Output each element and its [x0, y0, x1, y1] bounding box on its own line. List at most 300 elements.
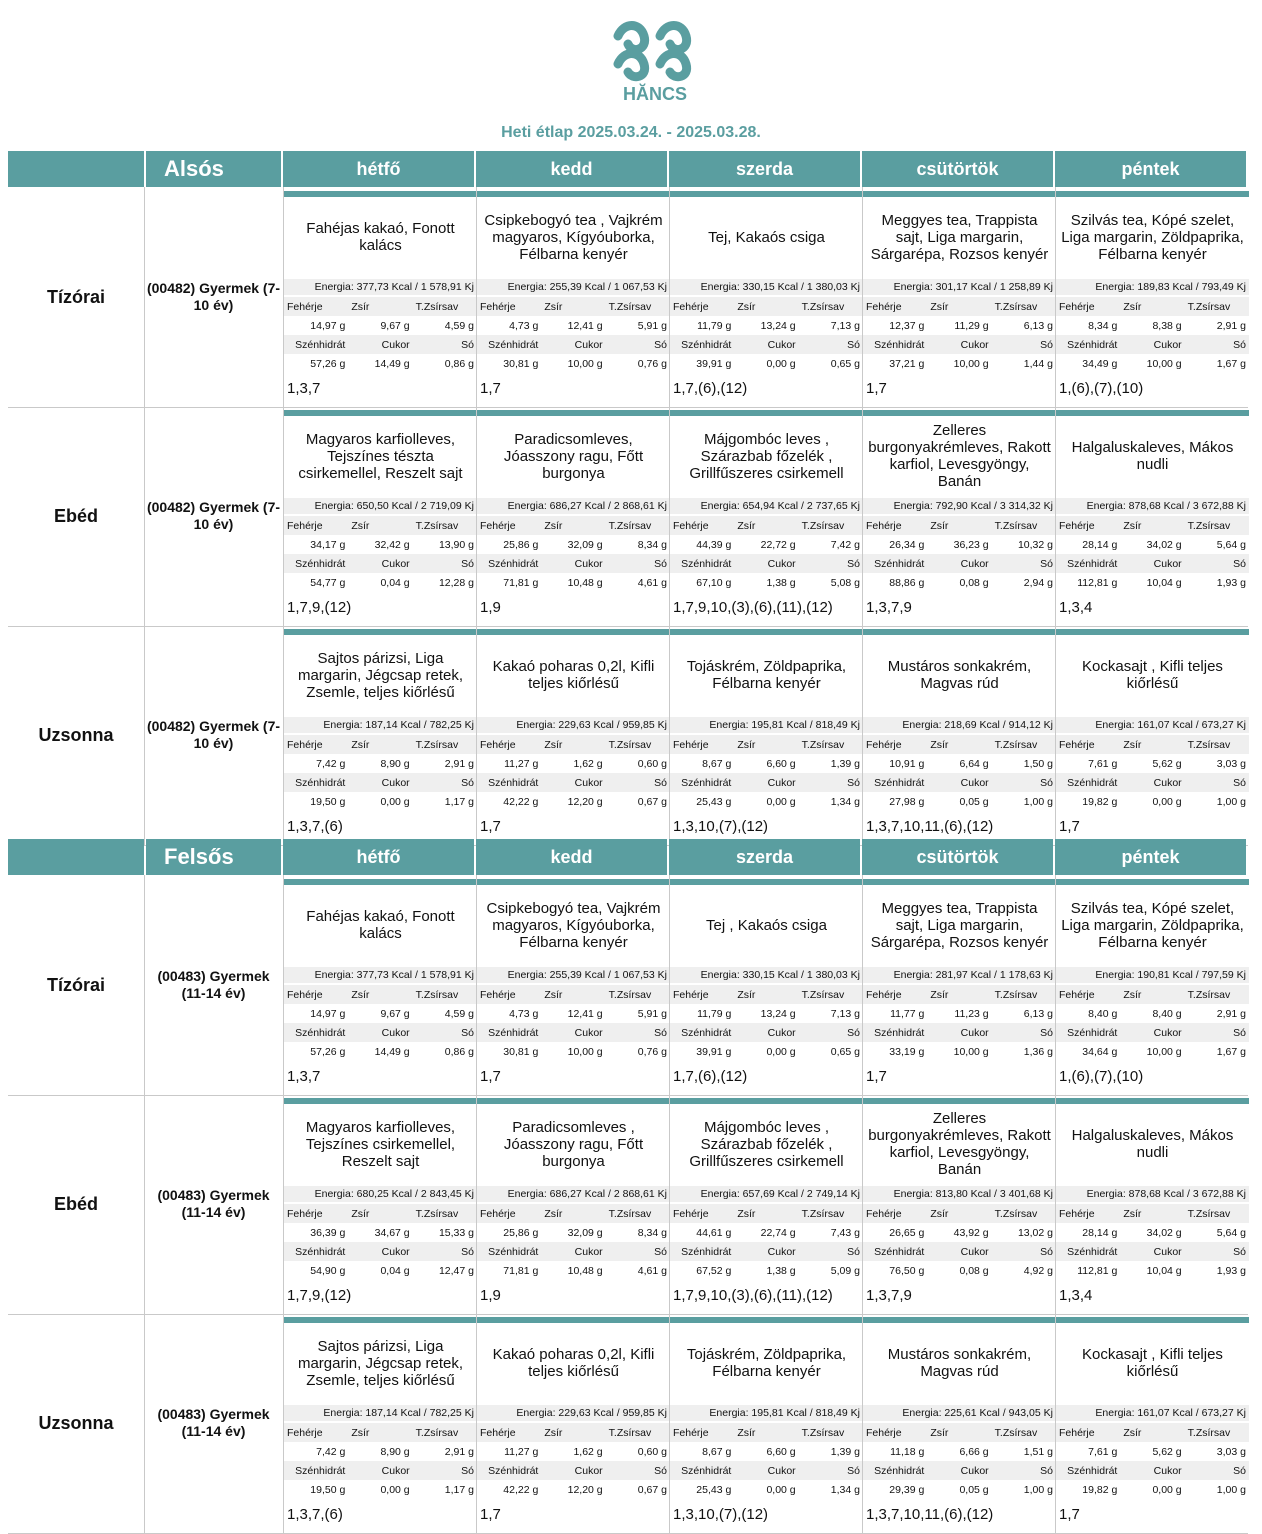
nutrient-value: 0,00 g [766, 1483, 796, 1496]
energy-value: Energia: 187,14 Kcal / 782,25 Kj [284, 717, 477, 733]
nutrient-label: T.Zsírsav [799, 297, 863, 316]
allergen-codes: 1,3,7,9 [866, 1287, 912, 1304]
nutrient-label: T.Zsírsav [606, 735, 670, 754]
nutrient-label: Fehérje [284, 735, 348, 754]
nutrient-label: Szénhidrát [1056, 1023, 1120, 1042]
nutrient-label: Cukor [541, 1461, 605, 1480]
nutrient-label: Szénhidrát [477, 554, 541, 573]
menu-section-1 [8, 839, 1248, 1523]
day-cell [669, 625, 863, 845]
nutrient-label: Zsír [348, 1423, 412, 1442]
nutrient-value: 7,61 g [1088, 757, 1118, 770]
nutrient-value: 44,39 g [696, 538, 732, 551]
energy-value: Energia: 218,69 Kcal / 914,12 Kj [863, 717, 1056, 733]
menu-text: Paradicsomleves , Jóasszony ragu, Főtt burgonya [503, 1118, 644, 1170]
nutrient-value: 25,43 g [696, 1483, 732, 1496]
nutrient-label: Cukor [734, 773, 798, 792]
nutrient-label: Fehérje [863, 1204, 927, 1223]
nutrient-value: 6,60 g [766, 1445, 796, 1458]
nutrient-value: 1,00 g [1216, 795, 1246, 808]
nutrient-label: Só [992, 1461, 1056, 1480]
nutrient-table [284, 1204, 477, 1280]
target-group: (00482) Gyermek (7-10 év) [146, 718, 281, 751]
day-cell [862, 875, 1056, 1095]
nutrient-label: Szénhidrát [284, 335, 348, 354]
day-header: kedd [476, 839, 667, 875]
nutrient-label: Zsír [1120, 1423, 1184, 1442]
nutrient-label: Szénhidrát [670, 1461, 734, 1480]
nutrient-value: 6,13 g [1023, 1007, 1053, 1020]
target-group: (00483) Gyermek (11-14 év) [157, 968, 270, 1001]
group-name: Felsős [146, 839, 281, 875]
nutrient-value: 34,49 g [1082, 357, 1118, 370]
nutrient-value: 2,91 g [1216, 1007, 1246, 1020]
cell-accent-bar [284, 191, 477, 197]
nutrient-value: 10,00 g [1146, 1045, 1182, 1058]
nutrient-value: 1,38 g [766, 576, 796, 589]
cell-accent-bar [284, 879, 477, 885]
day-cell [1055, 1094, 1249, 1314]
nutrient-label: Cukor [1120, 335, 1184, 354]
allergen-codes: 1,3,10,(7),(12) [673, 818, 769, 835]
meal-name: Uzsonna [8, 1313, 145, 1533]
nutrient-label: T.Zsírsav [992, 1204, 1056, 1223]
nutrient-value: 25,43 g [696, 795, 732, 808]
nutrient-label: Fehérje [670, 985, 734, 1004]
cell-accent-bar [670, 191, 863, 197]
nutrient-value: 34,67 g [374, 1226, 410, 1239]
day-cell [283, 406, 477, 626]
nutrient-table [477, 1423, 670, 1499]
day-cell [669, 1313, 863, 1533]
nutrient-table [284, 985, 477, 1061]
nutrient-value: 1,17 g [444, 795, 474, 808]
target-group: (00482) Gyermek (7-10 év) [146, 280, 281, 313]
energy-value: Energia: 189,83 Kcal / 793,49 Kj [1056, 279, 1249, 295]
group-name: Alsós [146, 151, 281, 187]
nutrient-label: Zsír [927, 1423, 991, 1442]
nutrient-label: T.Zsírsav [413, 1204, 477, 1223]
nutrient-label: Szénhidrát [477, 335, 541, 354]
nutrient-label: T.Zsírsav [799, 516, 863, 535]
nutrient-label: Só [799, 1461, 863, 1480]
nutrient-value: 0,08 g [959, 576, 989, 589]
nutrient-label: T.Zsírsav [992, 297, 1056, 316]
nutrient-value: 11,23 g [954, 1007, 989, 1020]
allergen-codes: 1,3,10,(7),(12) [673, 1506, 769, 1523]
menu-text: Sajtos párizsi, Liga margarin, Jégcsap retek, Zsemle, teljes kiőrlésű [297, 649, 464, 701]
nutrient-value: 1,67 g [1216, 357, 1246, 370]
nutrient-label: Fehérje [1056, 735, 1120, 754]
nutrient-label: T.Zsírsav [1185, 985, 1249, 1004]
allergen-codes: 1,7 [1059, 818, 1080, 835]
nutrient-label: Fehérje [477, 1204, 541, 1223]
nutrient-value: 12,28 g [438, 576, 474, 589]
nutrient-label: Zsír [1120, 297, 1184, 316]
nutrient-label: Fehérje [1056, 1204, 1120, 1223]
nutrient-value: 9,67 g [380, 1007, 410, 1020]
nutrient-value: 54,90 g [310, 1264, 346, 1277]
allergen-codes: 1,3,7,(6) [287, 1506, 343, 1523]
nutrient-value: 13,90 g [438, 538, 474, 551]
menu-text: Fahéjas kakaó, Fonott kalács [306, 908, 455, 942]
nutrient-label: Zsír [734, 516, 798, 535]
day-header: hétfő [283, 151, 474, 187]
nutrient-value: 1,34 g [830, 795, 860, 808]
nutrient-value: 25,86 g [503, 538, 539, 551]
day-header: szerda [669, 839, 860, 875]
nutrient-value: 28,14 g [1082, 538, 1118, 551]
nutrient-label: Zsír [927, 735, 991, 754]
allergen-codes: 1,7,9,10,(3),(6),(11),(12) [673, 599, 833, 616]
meal-row [8, 1094, 1248, 1315]
nutrient-value: 11,79 g [697, 319, 732, 332]
nutrient-value: 0,00 g [380, 1483, 410, 1496]
nutrient-value: 8,34 g [637, 1226, 667, 1239]
meal-name: Uzsonna [8, 625, 145, 845]
nutrient-label: T.Zsírsav [992, 1423, 1056, 1442]
nutrient-value: 0,65 g [830, 357, 860, 370]
nutrient-label: T.Zsírsav [606, 1204, 670, 1223]
nutrient-label: Só [1185, 1023, 1249, 1042]
energy-value: Energia: 255,39 Kcal / 1 067,53 Kj [477, 967, 670, 983]
nutrient-table [284, 297, 477, 373]
cell-accent-bar [477, 410, 670, 416]
nutrient-label: Cukor [348, 1461, 412, 1480]
nutrient-value: 0,76 g [637, 357, 667, 370]
nutrient-value: 32,09 g [567, 538, 603, 551]
cell-accent-bar [477, 1317, 670, 1323]
energy-value: Energia: 190,81 Kcal / 797,59 Kj [1056, 967, 1249, 983]
nutrient-table [477, 1204, 670, 1280]
cell-accent-bar [670, 879, 863, 885]
meal-name: Tízórai [8, 875, 145, 1095]
nutrient-value: 34,17 g [310, 538, 346, 551]
nutrient-value: 7,42 g [830, 538, 860, 551]
menu-text: Sajtos párizsi, Liga margarin, Jégcsap retek, Zsemle, teljes kiőrlésű [297, 1337, 464, 1389]
day-cell [476, 875, 670, 1095]
nutrient-label: Zsír [541, 1204, 605, 1223]
nutrient-label: Só [1185, 773, 1249, 792]
allergen-codes: 1,9 [480, 1287, 501, 1304]
nutrient-table [284, 1423, 477, 1499]
nutrient-label: Cukor [348, 335, 412, 354]
nutrient-value: 19,50 g [310, 795, 346, 808]
nutrient-value: 44,61 g [696, 1226, 732, 1239]
nutrient-label: T.Zsírsav [606, 985, 670, 1004]
nutrient-value: 4,61 g [637, 1264, 667, 1277]
nutrient-value: 8,34 g [1088, 319, 1118, 332]
nutrient-label: Szénhidrát [1056, 773, 1120, 792]
nutrient-value: 0,00 g [380, 795, 410, 808]
nutrient-value: 26,65 g [889, 1226, 925, 1239]
nutrient-value: 1,00 g [1023, 1483, 1053, 1496]
nutrient-label: Cukor [541, 554, 605, 573]
day-cell [862, 625, 1056, 845]
nutrient-value: 1,51 g [1023, 1445, 1053, 1458]
nutrient-label: Fehérje [670, 516, 734, 535]
nutrient-value: 26,34 g [889, 538, 925, 551]
nutrient-table [670, 1204, 863, 1280]
nutrient-value: 12,37 g [889, 319, 925, 332]
nutrient-value: 34,02 g [1146, 1226, 1182, 1239]
nutrient-value: 43,92 g [953, 1226, 989, 1239]
nutrient-value: 5,09 g [830, 1264, 860, 1277]
nutrient-label: Cukor [1120, 1242, 1184, 1261]
nutrient-label: Szénhidrát [284, 1023, 348, 1042]
logo-text: HĂNCS [622, 84, 688, 104]
nutrient-label: Só [413, 335, 477, 354]
menu-text: Mustáros sonkakrém, Magvas rúd [887, 658, 1032, 692]
nutrient-value: 14,49 g [374, 1045, 410, 1058]
day-cell [862, 1094, 1056, 1314]
nutrient-value: 8,67 g [702, 1445, 732, 1458]
target-group: (00483) Gyermek (11-14 év) [157, 1406, 270, 1439]
allergen-codes: 1,3,7 [287, 1068, 321, 1085]
nutrient-label: Fehérje [863, 985, 927, 1004]
nutrient-table [863, 735, 1056, 811]
meal-name: Ebéd [8, 1094, 145, 1314]
nutrient-label: Só [606, 773, 670, 792]
cell-accent-bar [1056, 1098, 1249, 1104]
nutrient-label: T.Zsírsav [799, 735, 863, 754]
allergen-codes: 1,7,(6),(12) [673, 1068, 748, 1085]
cell-accent-bar [863, 879, 1056, 885]
nutrient-value: 5,08 g [830, 576, 860, 589]
energy-value: Energia: 686,27 Kcal / 2 868,61 Kj [477, 498, 670, 514]
nutrient-value: 57,26 g [310, 357, 346, 370]
menu-text: Tej , Kakaós csiga [706, 916, 827, 934]
nutrient-label: Szénhidrát [670, 1023, 734, 1042]
menu-text: Halgaluskaleves, Mákos nudli [1071, 1127, 1234, 1161]
nutrient-label: Cukor [927, 773, 991, 792]
nutrient-label: T.Zsírsav [413, 297, 477, 316]
nutrient-table [1056, 735, 1249, 811]
allergen-codes: 1,(6),(7),(10) [1059, 380, 1144, 397]
nutrient-label: Szénhidrát [477, 1242, 541, 1261]
meal-name: Tízórai [8, 187, 145, 407]
nutrient-value: 12,47 g [438, 1264, 474, 1277]
nutrient-label: Cukor [541, 773, 605, 792]
nutrient-value: 11,79 g [697, 1007, 732, 1020]
nutrient-value: 9,67 g [380, 319, 410, 332]
energy-value: Energia: 650,50 Kcal / 2 719,09 Kj [284, 498, 477, 514]
nutrient-label: Cukor [927, 335, 991, 354]
nutrient-value: 34,02 g [1146, 538, 1182, 551]
nutrient-label: Zsír [734, 297, 798, 316]
header-blank [8, 839, 144, 875]
nutrient-value: 12,20 g [567, 795, 603, 808]
nutrient-label: T.Zsírsav [413, 735, 477, 754]
nutrient-label: Só [413, 773, 477, 792]
nutrient-value: 11,27 g [504, 757, 539, 770]
nutrient-table [1056, 1423, 1249, 1499]
nutrient-label: Szénhidrát [863, 554, 927, 573]
nutrient-value: 10,00 g [567, 1045, 603, 1058]
nutrient-label: Cukor [927, 554, 991, 573]
menu-text: Szilvás tea, Kópé szelet, Liga margarin, Zöldpaprika, Félbarna kenyér [1061, 899, 1244, 951]
meal-row [8, 187, 1248, 408]
nutrient-value: 112,81 g [1077, 576, 1118, 589]
energy-value: Energia: 187,14 Kcal / 782,25 Kj [284, 1405, 477, 1421]
day-cell [1055, 187, 1249, 407]
cell-accent-bar [863, 1098, 1056, 1104]
nutrient-label: Szénhidrát [284, 1242, 348, 1261]
nutrient-value: 0,04 g [380, 576, 410, 589]
day-cell [476, 406, 670, 626]
allergen-codes: 1,7 [480, 380, 501, 397]
nutrient-label: T.Zsírsav [413, 1423, 477, 1442]
nutrient-value: 42,22 g [503, 1483, 539, 1496]
nutrient-table [477, 297, 670, 373]
nutrient-value: 0,76 g [637, 1045, 667, 1058]
nutrient-label: Só [799, 773, 863, 792]
day-cell [283, 875, 477, 1095]
nutrient-table [1056, 516, 1249, 592]
menu-text: Csipkebogyó tea , Vajkrém magyaros, Kígyóuborka, Félbarna kenyér [484, 211, 663, 263]
target-group: (00483) Gyermek (11-14 év) [157, 1187, 270, 1220]
nutrient-label: Fehérje [670, 735, 734, 754]
nutrient-value: 1,67 g [1216, 1045, 1246, 1058]
nutrient-label: Zsír [348, 735, 412, 754]
nutrient-value: 5,91 g [637, 319, 667, 332]
day-header: kedd [476, 151, 667, 187]
nutrient-value: 5,62 g [1152, 1445, 1182, 1458]
menu-text: Fahéjas kakaó, Fonott kalács [306, 220, 455, 254]
nutrient-value: 1,62 g [573, 757, 603, 770]
nutrient-label: Cukor [348, 1242, 412, 1261]
nutrient-value: 1,39 g [830, 1445, 860, 1458]
nutrient-label: Szénhidrát [477, 1023, 541, 1042]
allergen-codes: 1,(6),(7),(10) [1059, 1068, 1144, 1085]
nutrient-value: 1,00 g [1023, 795, 1053, 808]
energy-value: Energia: 195,81 Kcal / 818,49 Kj [670, 1405, 863, 1421]
nutrient-label: Cukor [1120, 1023, 1184, 1042]
nutrient-label: Szénhidrát [863, 1023, 927, 1042]
nutrient-value: 67,52 g [696, 1264, 732, 1277]
nutrient-value: 1,62 g [573, 1445, 603, 1458]
meal-row [8, 406, 1248, 627]
nutrient-label: Só [799, 1023, 863, 1042]
nutrient-value: 6,66 g [959, 1445, 989, 1458]
nutrient-label: Zsír [541, 735, 605, 754]
nutrient-value: 6,64 g [959, 757, 989, 770]
nutrient-value: 2,91 g [444, 1445, 474, 1458]
nutrient-value: 11,27 g [504, 1445, 539, 1458]
energy-value: Energia: 792,90 Kcal / 3 314,32 Kj [863, 498, 1056, 514]
nutrient-value: 10,04 g [1146, 1264, 1182, 1277]
nutrient-label: Fehérje [1056, 297, 1120, 316]
nutrient-value: 112,81 g [1077, 1264, 1118, 1277]
day-cell [669, 1094, 863, 1314]
menu-text: Kockasajt , Kifli teljes kiőrlésű [1082, 658, 1223, 692]
nutrient-value: 7,42 g [316, 757, 346, 770]
menu-section-0 [8, 151, 1248, 835]
nutrient-value: 1,39 g [830, 757, 860, 770]
nutrient-label: Só [992, 773, 1056, 792]
nutrient-table [477, 735, 670, 811]
nutrient-value: 5,62 g [1152, 757, 1182, 770]
allergen-codes: 1,7,9,10,(3),(6),(11),(12) [673, 1287, 833, 1304]
allergen-codes: 1,3,7 [287, 380, 321, 397]
nutrient-label: Zsír [927, 1204, 991, 1223]
nutrient-table [670, 516, 863, 592]
allergen-codes: 1,3,7,10,11,(6),(12) [866, 1506, 994, 1523]
nutrient-label: T.Zsírsav [1185, 297, 1249, 316]
nutrient-label: Fehérje [477, 1423, 541, 1442]
day-cell [862, 1313, 1056, 1533]
energy-value: Energia: 229,63 Kcal / 959,85 Kj [477, 1405, 670, 1421]
nutrient-value: 4,61 g [637, 576, 667, 589]
nutrient-value: 1,38 g [766, 1264, 796, 1277]
cell-accent-bar [284, 1098, 477, 1104]
nutrient-value: 39,91 g [696, 357, 732, 370]
nutrient-label: Fehérje [863, 297, 927, 316]
nutrient-label: Szénhidrát [670, 554, 734, 573]
nutrient-value: 8,67 g [702, 757, 732, 770]
allergen-codes: 1,9 [480, 599, 501, 616]
allergen-codes: 1,7 [866, 380, 887, 397]
meal-row [8, 875, 1248, 1096]
hancs-logo [600, 14, 710, 106]
menu-text: Magyaros karfiolleves, Tejszínes csirkemellel, Reszelt sajt [305, 1118, 456, 1170]
nutrient-value: 12,41 g [567, 1007, 603, 1020]
nutrient-label: Cukor [348, 554, 412, 573]
nutrient-value: 13,02 g [1017, 1226, 1053, 1239]
nutrient-label: Szénhidrát [1056, 1242, 1120, 1261]
nutrient-value: 10,48 g [567, 576, 603, 589]
cell-accent-bar [284, 1317, 477, 1323]
nutrient-value: 2,94 g [1023, 576, 1053, 589]
nutrient-value: 22,72 g [760, 538, 796, 551]
nutrient-label: Szénhidrát [863, 773, 927, 792]
nutrient-label: T.Zsírsav [1185, 735, 1249, 754]
nutrient-label: Só [606, 1461, 670, 1480]
nutrient-value: 8,40 g [1152, 1007, 1182, 1020]
nutrient-label: Só [1185, 554, 1249, 573]
nutrient-label: Szénhidrát [863, 335, 927, 354]
menu-text: Tojáskrém, Zöldpaprika, Félbarna kenyér [686, 658, 847, 692]
nutrient-label: Zsír [734, 985, 798, 1004]
menu-text: Paradicsomleves, Jóasszony ragu, Főtt burgonya [503, 430, 644, 482]
nutrient-label: Cukor [734, 1242, 798, 1261]
energy-value: Energia: 330,15 Kcal / 1 380,03 Kj [670, 279, 863, 295]
nutrient-value: 0,65 g [830, 1045, 860, 1058]
nutrient-label: T.Zsírsav [799, 1423, 863, 1442]
allergen-codes: 1,7 [1059, 1506, 1080, 1523]
nutrient-value: 1,50 g [1023, 757, 1053, 770]
nutrient-label: Fehérje [284, 1204, 348, 1223]
menu-text: Kakaó poharas 0,2l, Kifli teljes kiőrlésű [492, 658, 655, 692]
menu-text: Meggyes tea, Trappista sajt, Liga margarin, Sárgarépa, Rozsos kenyér [870, 899, 1049, 951]
nutrient-table [863, 297, 1056, 373]
nutrient-value: 32,09 g [567, 1226, 603, 1239]
nutrient-value: 14,49 g [374, 357, 410, 370]
nutrient-value: 0,05 g [959, 1483, 989, 1496]
nutrient-value: 29,39 g [889, 1483, 925, 1496]
nutrient-value: 27,98 g [889, 795, 925, 808]
nutrient-label: Fehérje [670, 1423, 734, 1442]
energy-value: Energia: 654,94 Kcal / 2 737,65 Kj [670, 498, 863, 514]
nutrient-label: Zsír [1120, 985, 1184, 1004]
day-header: csütörtök [862, 151, 1053, 187]
nutrient-value: 76,50 g [889, 1264, 925, 1277]
day-cell [283, 625, 477, 845]
nutrient-label: T.Zsírsav [799, 985, 863, 1004]
nutrient-value: 0,00 g [1152, 1483, 1182, 1496]
cell-accent-bar [863, 1317, 1056, 1323]
nutrient-value: 1,17 g [444, 1483, 474, 1496]
